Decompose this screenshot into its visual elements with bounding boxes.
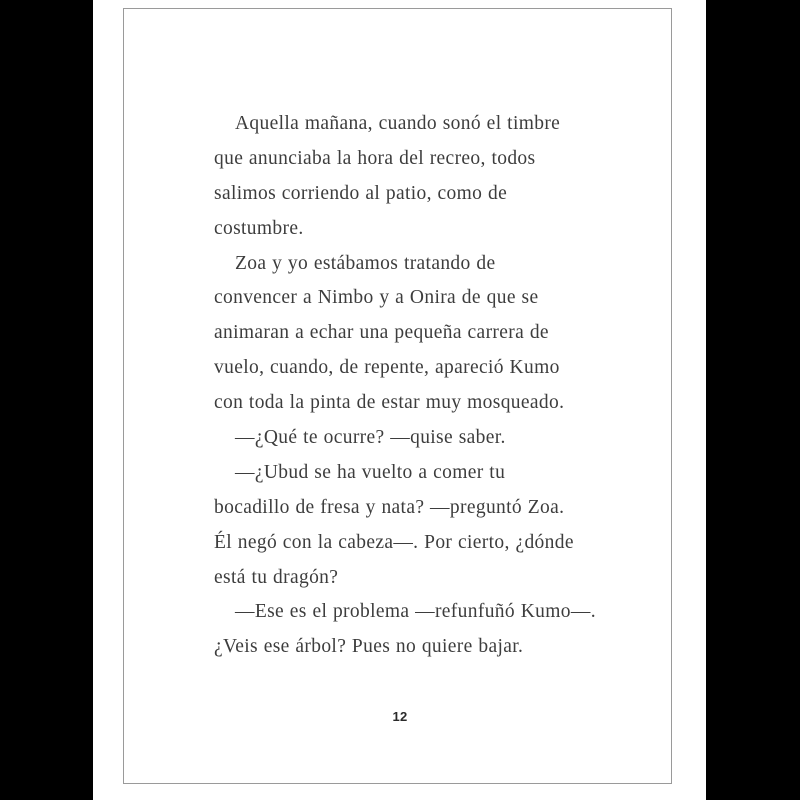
page-number: 12 (392, 709, 408, 724)
text-line: animaran a echar una pequeña carrera de (214, 322, 549, 344)
text-line: salimos corriendo al patio, como de (214, 182, 508, 204)
text-line: bocadillo de fresa y nata? —preguntó Zoa. (214, 496, 565, 518)
text-line: Zoa y yo estábamos tratando de (235, 252, 496, 274)
body-text (214, 107, 614, 665)
text-line: con toda la pinta de estar muy mosqueado. (214, 392, 565, 414)
text-line: Él negó con la cabeza—. Por cierto, ¿dónde (214, 531, 574, 553)
text-line: está tu dragón? (214, 566, 339, 588)
text-line: que anunciaba la hora del recreo, todos (214, 147, 536, 169)
text-line: convencer a Nimbo y a Onira de que se (214, 287, 539, 309)
text-line: Aquella mañana, cuando sonó el timbre (235, 113, 561, 134)
text-line: —¿Ubud se ha vuelto a comer tu (235, 461, 506, 483)
text-line: costumbre. (214, 217, 304, 239)
text-line: vuelo, cuando, de repente, apareció Kumo (214, 357, 560, 379)
text-line: —Ese es el problema —refunfuñó Kumo—. (235, 601, 596, 623)
text-line: —¿Qué te ocurre? —quise saber. (235, 427, 506, 449)
text-line: ¿Veis ese árbol? Pues no quiere bajar. (214, 636, 524, 658)
